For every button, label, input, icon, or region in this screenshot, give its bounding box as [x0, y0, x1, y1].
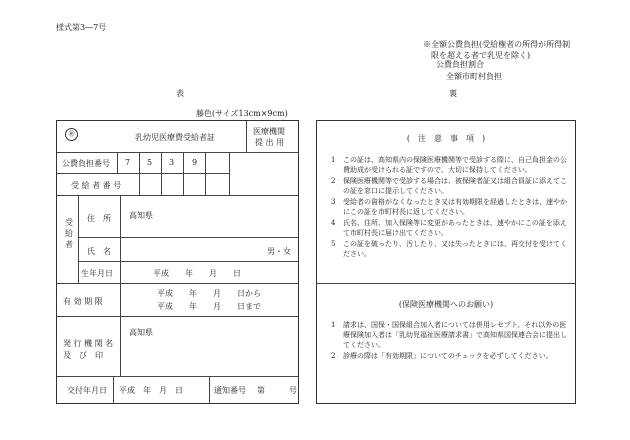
- submit-label-1: 医療機関: [253, 127, 285, 136]
- notes-list: [331, 155, 571, 260]
- notice-number-label: 通知番号: [214, 386, 246, 395]
- burden-full-label: 全額市町村負担: [446, 72, 502, 81]
- divider: [57, 283, 298, 284]
- list-item: 2 保険医療機関等で受診する場合は、被保険者証又は組合員証に添えてこの証を窓口に提示してください。: [331, 177, 567, 195]
- notes-title: ( 注 意 事 項 ): [406, 134, 486, 143]
- divider: [57, 316, 298, 317]
- submit-label-2: 提 出 用: [255, 138, 285, 147]
- recipient-vertical-label: 受 給 者: [65, 218, 73, 249]
- divider: [229, 152, 230, 195]
- burden-ratio-label: 公費負担割合: [436, 60, 484, 69]
- recipient-number-label: 受 給 者 番 号: [71, 181, 122, 190]
- color-size-note: 藤色(サイズ13cm×9cm): [196, 109, 288, 118]
- divider: [57, 376, 298, 377]
- sex-value: 男・女: [267, 247, 291, 256]
- confidential-seal-icon: ㊙: [65, 128, 78, 141]
- divider: [120, 283, 121, 316]
- certificate-back: [316, 120, 576, 404]
- divider: [120, 261, 121, 283]
- validity-to: 平成 年 月 日まで: [157, 302, 261, 311]
- divider: [246, 121, 247, 152]
- certificate-title: 乳幼児医療費受給者証: [135, 133, 215, 142]
- issuer-label-1: 発 行 機 関 名: [63, 339, 114, 348]
- back-label: 裏: [449, 89, 457, 98]
- divider: [78, 195, 79, 283]
- issue-date-label: 交付年月日: [67, 386, 107, 395]
- divider: [57, 152, 298, 153]
- payer-digit: 3: [169, 158, 175, 167]
- list-item: 2 診療の際は「有効期限」についてのチェックを必ずしてください。: [331, 352, 553, 360]
- list-item: 3 受給者の資格がなくなったとき又は有効期限を経過したときは、速やかにこの証を市町村長に返してください。: [331, 198, 567, 216]
- notice-number-value: 第 号: [257, 386, 297, 395]
- requests-list: [331, 320, 571, 362]
- payer-digit: 5: [147, 158, 153, 167]
- divider: [113, 376, 114, 403]
- payer-digit: 9: [192, 158, 198, 167]
- divider: [120, 195, 121, 266]
- validity-label: 有 効 期 限: [63, 297, 103, 306]
- issuer-label-2: 及 び 印: [63, 351, 103, 360]
- validity-from: 平成 年 月 日から: [157, 289, 261, 298]
- address-value: 高知県: [129, 211, 153, 220]
- address-label: 住 所: [87, 214, 111, 223]
- divider: [120, 316, 121, 376]
- divider: [78, 261, 298, 262]
- cost-note-line1: ※全額公費負担(受給権者の所得が所得制: [423, 40, 571, 49]
- birth-date-label: 生年月日: [81, 269, 113, 278]
- form-number: 様式第3―7号: [56, 23, 107, 32]
- cost-note: [423, 39, 603, 61]
- divider: [57, 173, 229, 174]
- issuer-value: 高知県: [129, 328, 153, 337]
- list-item: 4 氏名、住所、加入保険等に変更があったときは、速やかにこの証を添えて市町村長に届け出てください。: [331, 219, 567, 237]
- divider: [117, 152, 118, 173]
- cost-note-line2: 限を超える者で乳児を除く): [431, 51, 531, 60]
- birth-date-value: 平成 年 月 日: [153, 269, 241, 278]
- name-label: 氏 名: [87, 247, 111, 256]
- certificate-front: [56, 120, 299, 404]
- issue-date-value: 平成 年 月 日: [119, 386, 183, 395]
- divider: [209, 376, 210, 403]
- requests-title: (保険医療機関へのお願い): [398, 300, 494, 309]
- divider: [57, 195, 298, 196]
- payer-number-label: 公費負担番号: [62, 159, 110, 168]
- list-item: 5 この証を破ったり、汚したり、又は失ったときには、再交付を受けてください。: [331, 240, 567, 258]
- payer-digit: 7: [125, 158, 131, 167]
- face-label: 表: [176, 89, 184, 98]
- divider: [317, 283, 575, 284]
- list-item: 1 この証は、高知県内の保険医療機関等で受診する際に、自己負担金の公費助成が受けられる証ですので、大切に保持してください。: [331, 156, 567, 174]
- list-item: 1 請求は、国保・国保組合加入者については併用レセプト、それ以外の医療保険加入者は「乳幼児福祉医療請求書」で高知県国保連合会に提出してください。: [331, 321, 567, 349]
- divider: [78, 237, 298, 238]
